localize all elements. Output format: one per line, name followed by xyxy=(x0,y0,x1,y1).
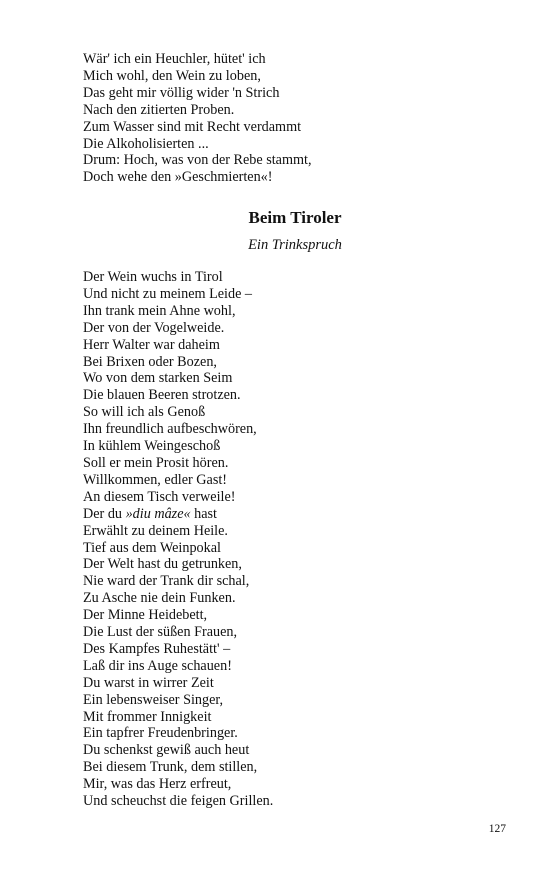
poem-line: Du warst in wirrer Zeit xyxy=(83,674,214,691)
poem-line: Wär' ich ein Heuchler, hütet' ich xyxy=(83,51,266,67)
poem-line: Drum: Hoch, was von der Rebe stammt, xyxy=(83,152,312,169)
poem-line: Du schenkst gewiß auch heut xyxy=(83,742,250,759)
poem-line: Nach den zitierten Proben. xyxy=(83,101,235,118)
poem-line: Bei diesem Trunk, dem stillen, xyxy=(83,759,258,776)
poem-subtitle: Ein Trinkspruch xyxy=(248,237,342,253)
stanza-intro xyxy=(83,51,312,186)
poem-line: Soll er mein Prosit hören. xyxy=(83,454,229,471)
poem-line: Der Welt hast du getrunken, xyxy=(83,556,242,573)
poem-line: Doch wehe den »Geschmierten«! xyxy=(83,169,273,186)
poem-line: Die Lust der süßen Frauen, xyxy=(83,624,238,641)
poem-line: Zum Wasser sind mit Recht verdammt xyxy=(83,118,302,135)
poem-line: Herr Walter war daheim xyxy=(83,336,220,353)
poem-line: Ein lebensweiser Singer, xyxy=(83,691,224,708)
poem-line: Nie ward der Trank dir schal, xyxy=(83,573,250,590)
poem-line: Der Minne Heidebett, xyxy=(83,607,208,624)
poem-line: Ihn freundlich aufbeschwören, xyxy=(83,421,257,438)
poem-line: Tief aus dem Weinpokal xyxy=(83,539,221,556)
poem-line: Des Kampfes Ruhestätt' – xyxy=(83,640,231,657)
poem-line: Und scheuchst die feigen Grillen. xyxy=(83,793,274,810)
poem-lines-first xyxy=(83,269,273,506)
poem-line: Laß dir ins Auge schauen! xyxy=(83,657,232,674)
poem-line: Bei Brixen oder Bozen, xyxy=(83,353,217,370)
poem-line: Zu Asche nie dein Funken. xyxy=(83,590,236,607)
poem-line: Wo von dem starken Seim xyxy=(83,370,233,387)
poem-line: Ihn trank mein Ahne wohl, xyxy=(83,302,236,319)
poem-line: So will ich als Genoß xyxy=(83,404,206,421)
poem-line: Mir, was das Herz erfreut, xyxy=(83,776,232,793)
stanza-poem xyxy=(83,269,273,810)
poem-line: Mit frommer Innigkeit xyxy=(83,708,212,725)
poem-line: Der von der Vogelweide. xyxy=(83,319,225,336)
poem-line: Mich wohl, den Wein zu loben, xyxy=(83,67,261,84)
poem-line: Ein tapfrer Freudenbringer. xyxy=(83,725,238,742)
poem-line: Und nicht zu meinem Leide – xyxy=(83,285,253,302)
poem-line: Erwählt zu deinem Heile. xyxy=(83,522,228,539)
poem-line: In kühlem Weingeschoß xyxy=(83,438,221,455)
poem-line: An diesem Tisch verweile! xyxy=(83,488,236,505)
poem-line: Willkommen, edler Gast! xyxy=(83,471,228,488)
poem-line: Der Wein wuchs in Tirol xyxy=(83,269,223,285)
poem-line-special: Der du »diu mâze« hast xyxy=(83,505,217,522)
poem-title: Beim Tiroler xyxy=(248,208,342,227)
poem-line: Die Alkoholisierten ... xyxy=(83,135,209,152)
poem-line: Das geht mir völlig wider 'n Strich xyxy=(83,84,280,101)
poem-line: Die blauen Beeren strotzen. xyxy=(83,387,241,404)
page-number: 127 xyxy=(488,823,506,835)
italic-quote: »diu mâze« xyxy=(125,505,191,522)
poem-lines-second xyxy=(83,523,273,810)
